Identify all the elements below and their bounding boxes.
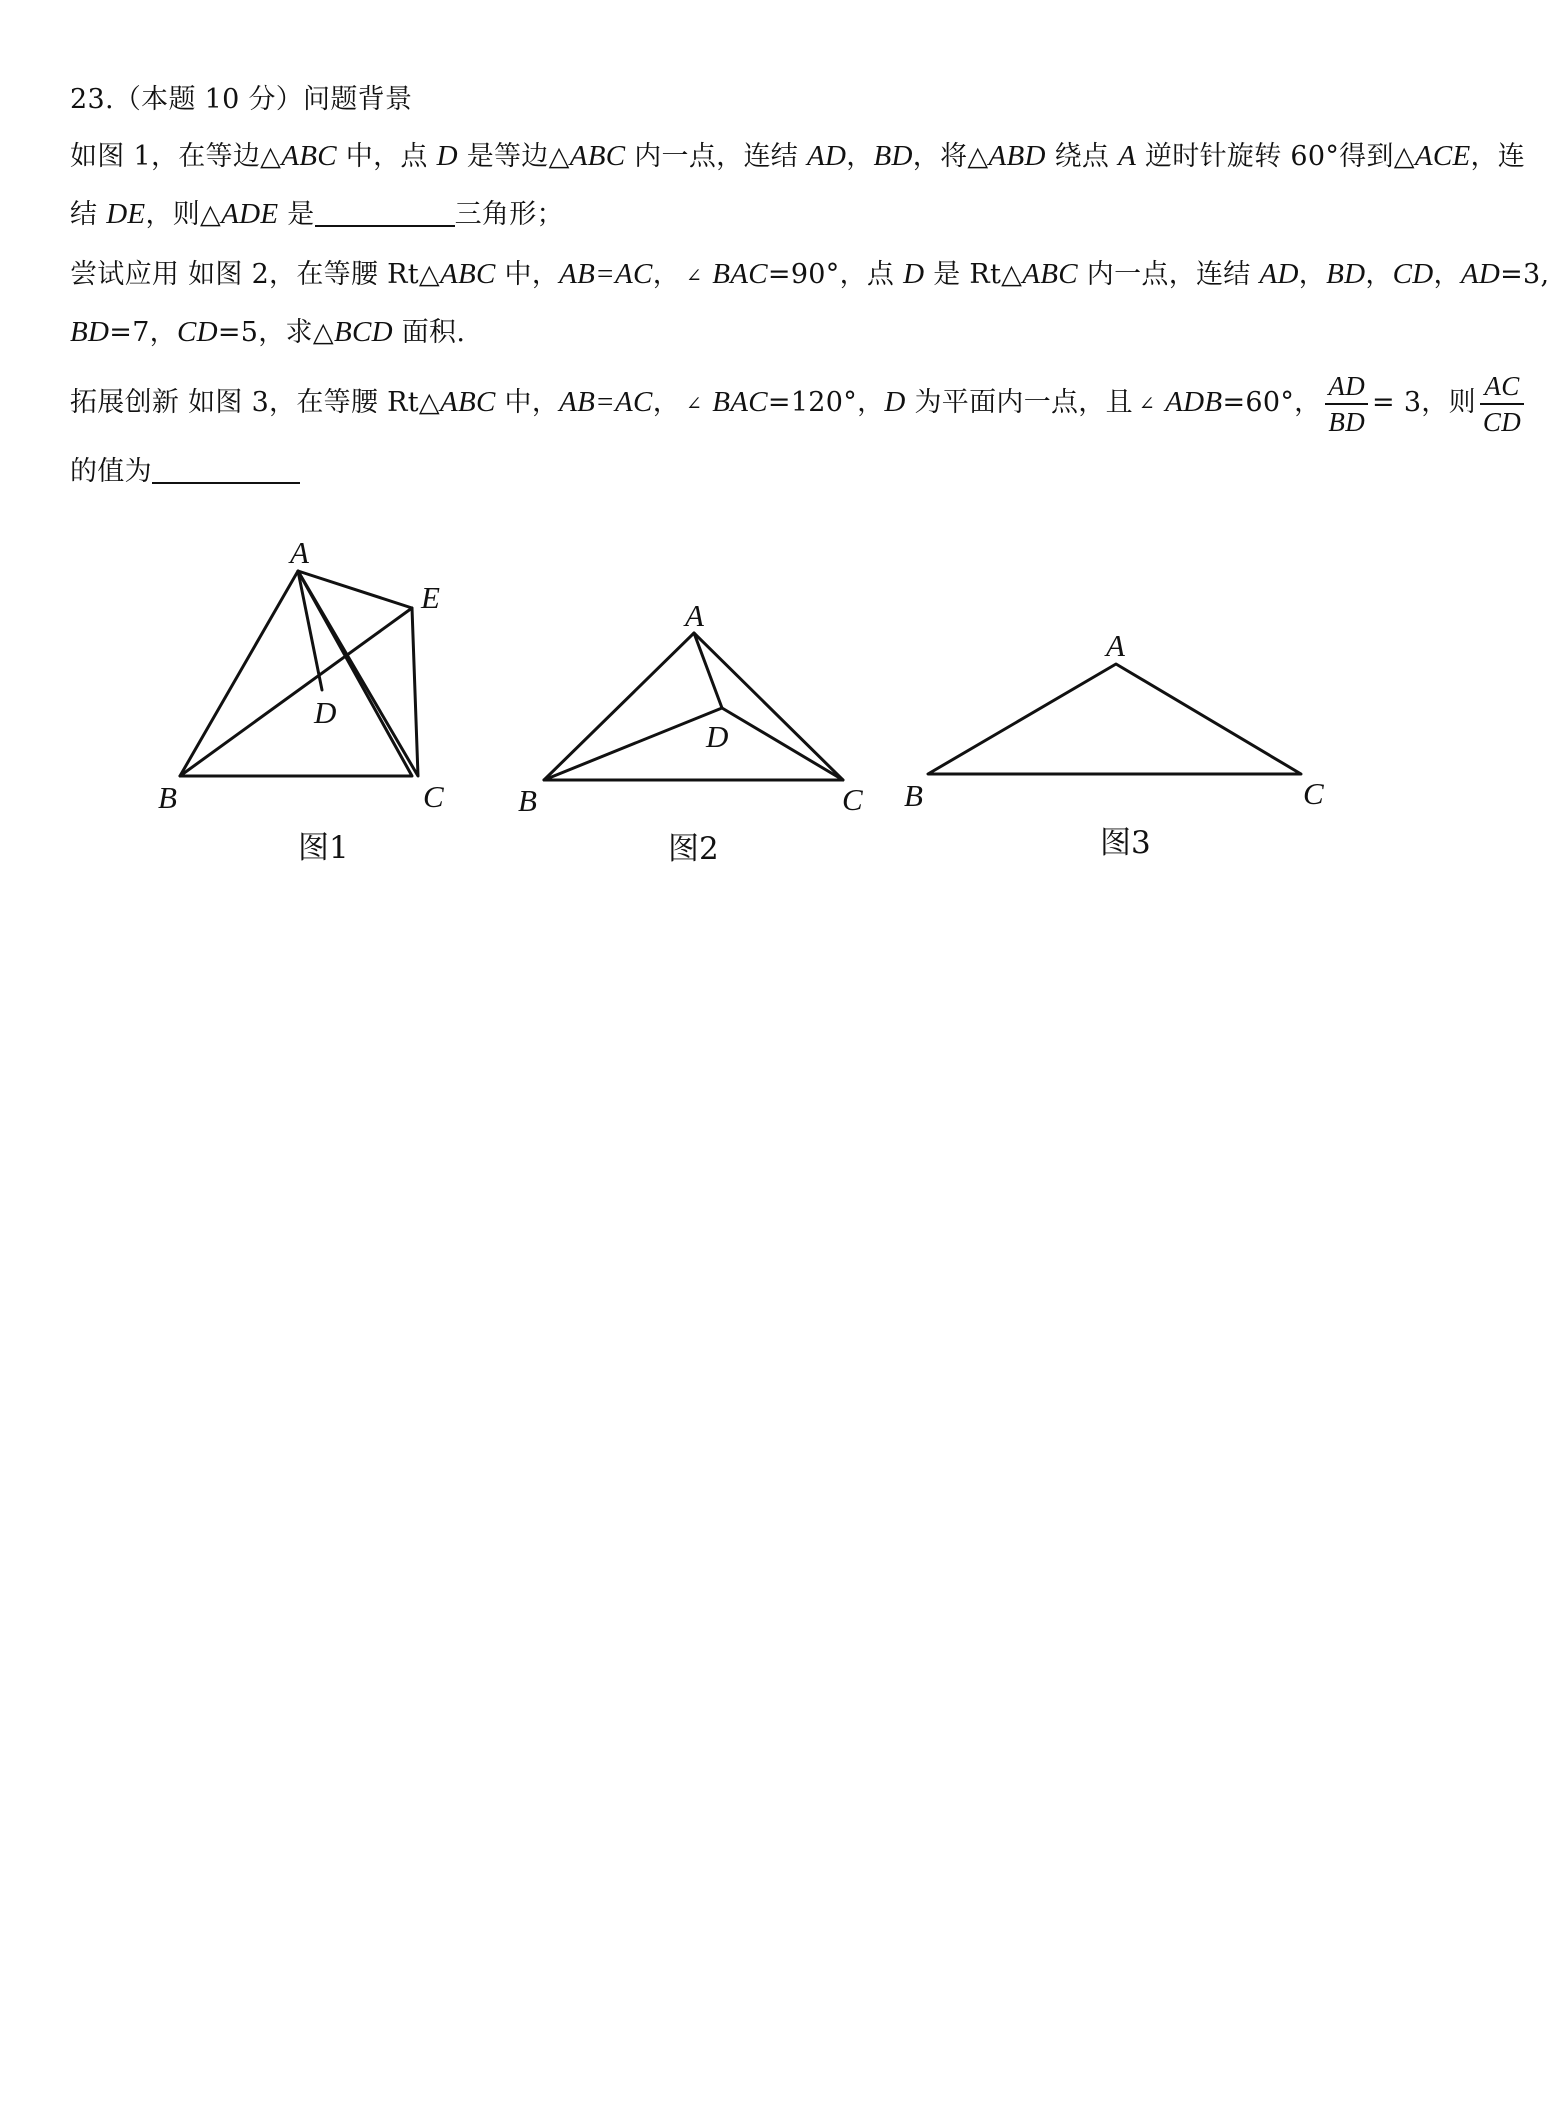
math: CD: [176, 316, 218, 348]
text: 中，点: [336, 141, 437, 172]
text: ，: [1433, 259, 1461, 290]
fig1-label-b: B: [158, 780, 177, 815]
text: 内一点，连结: [1077, 259, 1260, 290]
text: 结: [70, 199, 107, 230]
text: ，: [1298, 259, 1327, 290]
math: ADE: [221, 198, 279, 230]
text: ，则△: [145, 199, 222, 230]
math: BAC: [712, 258, 768, 290]
figure-1-lines: [180, 571, 418, 776]
text: =60°，: [1222, 387, 1322, 418]
fraction-numerator: AC: [1480, 369, 1524, 405]
text: = 3，则: [1372, 387, 1476, 418]
text: =7，: [109, 317, 177, 348]
figure-1-caption: 图1: [298, 830, 349, 866]
math: ABC: [569, 140, 626, 172]
figures-diagram: [0, 0, 1492, 900]
text: =3,: [1500, 259, 1549, 290]
math: ABC: [1022, 258, 1078, 290]
text: ，: [1365, 259, 1393, 290]
math: ABC: [439, 386, 496, 418]
math: ABD: [988, 140, 1046, 172]
fig2-segment-ad: [694, 633, 722, 708]
text: 绕点: [1045, 141, 1119, 172]
text: ，将△: [912, 141, 989, 172]
fig1-label-a: A: [290, 535, 309, 570]
text: 是等边△: [457, 141, 570, 172]
fig2-label-d: D: [706, 719, 729, 754]
text: 为平面内一点，且: [905, 387, 1133, 418]
fig2-triangle-abc: [544, 633, 843, 780]
text: 三角形；: [454, 199, 564, 230]
math: AD: [1259, 258, 1299, 290]
fraction-denominator: BD: [1328, 406, 1366, 437]
math: A: [1118, 140, 1137, 172]
math: ACE: [1414, 140, 1471, 172]
text: =5，求△: [217, 317, 334, 348]
fig1-label-d: D: [314, 695, 337, 730]
math: CD: [1392, 258, 1434, 290]
text: 如图 1，在等边△: [70, 141, 282, 172]
text: 是 Rt△: [924, 259, 1023, 290]
math: D: [903, 258, 925, 290]
text: 拓展创新 如图 3，在等腰 Rt△: [70, 387, 440, 418]
question-header-text: 23.（本题 10 分）问题背景: [70, 84, 413, 115]
fig2-segment-bd: [544, 708, 722, 780]
angle-symbol: ∠: [686, 265, 703, 287]
math: D: [436, 140, 458, 172]
fig2-label-c: C: [842, 782, 863, 817]
fig3-label-a: A: [1106, 628, 1125, 663]
math: BCD: [333, 316, 393, 348]
math: BD: [70, 316, 110, 348]
fig1-triangle-ace: [298, 571, 418, 776]
math: ABC: [439, 258, 496, 290]
math: BAC: [712, 386, 768, 418]
fig1-label-c: C: [423, 779, 444, 814]
text: 尝试应用 如图 2，在等腰 Rt△: [70, 259, 440, 290]
text: 中，: [495, 259, 560, 290]
text: 中，: [495, 387, 560, 418]
math: BD: [1326, 258, 1366, 290]
math: BD: [873, 140, 913, 172]
fig2-label-b: B: [518, 783, 537, 818]
angle-symbol: ∠: [1138, 393, 1156, 415]
angle-symbol: ∠: [686, 393, 703, 415]
fig2-label-a: A: [685, 598, 704, 633]
math: AB=AC: [559, 258, 653, 290]
text: 内一点，连结: [625, 141, 807, 172]
figure-3-caption: 图3: [1100, 825, 1151, 861]
text: ，: [652, 387, 680, 418]
fig3-label-b: B: [904, 778, 923, 813]
math: AB=AC: [559, 386, 653, 418]
math: ABC: [281, 140, 337, 172]
text: =90°，点: [767, 259, 904, 290]
text: 的值为: [70, 456, 152, 487]
fig1-triangle-abc: [180, 571, 412, 776]
figure-3-lines: [928, 664, 1301, 774]
fig3-label-c: C: [1303, 776, 1324, 811]
text: 面积.: [392, 317, 466, 348]
fraction-numerator: AD: [1325, 369, 1368, 405]
math: ADB: [1165, 386, 1223, 418]
fig1-label-e: E: [421, 580, 440, 615]
math: DE: [106, 198, 146, 230]
math: D: [884, 386, 906, 418]
math: AD: [806, 140, 847, 172]
text: 逆时针旋转 60°得到△: [1136, 141, 1415, 172]
fraction-denominator: CD: [1482, 406, 1522, 437]
figure-2-lines: [544, 633, 843, 780]
figure-2-caption: 图2: [668, 831, 719, 867]
text: ，: [652, 259, 680, 290]
text: ，: [846, 141, 874, 172]
text: ，连: [1470, 141, 1526, 172]
fig1-segment-be: [180, 608, 412, 776]
math: AD: [1460, 258, 1501, 290]
text: 是: [278, 199, 315, 230]
text: =120°，: [767, 387, 885, 418]
fig3-triangle-abc: [928, 664, 1301, 774]
